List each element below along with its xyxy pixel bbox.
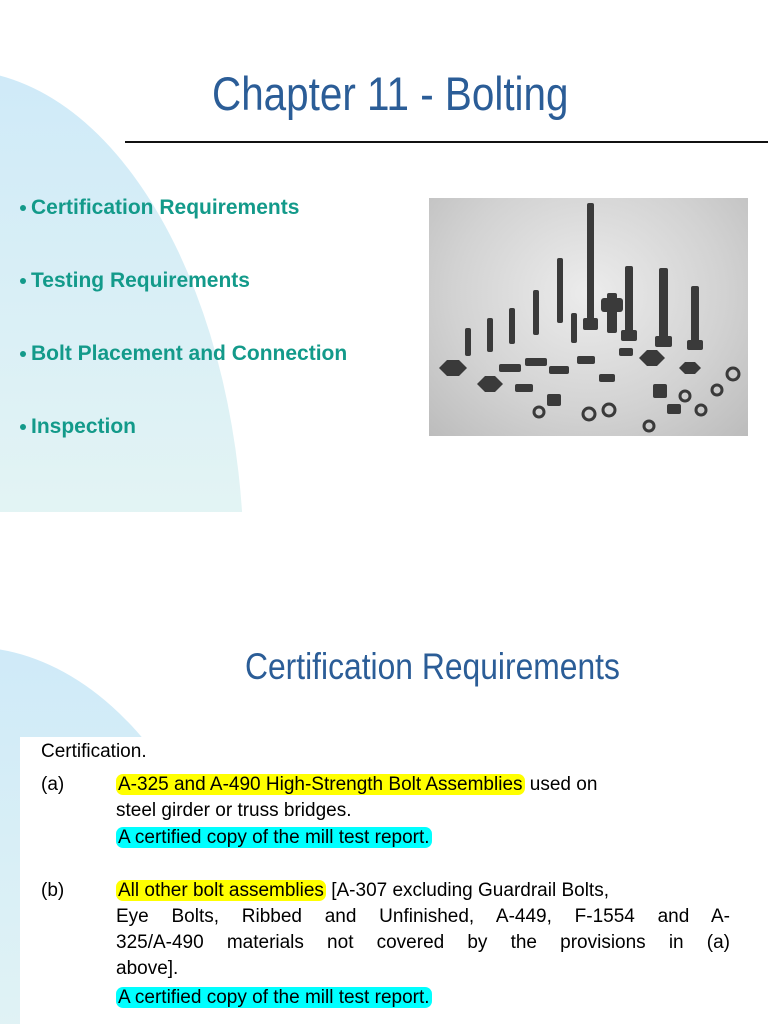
bullet-dot-icon — [20, 278, 26, 284]
item-b-rest: [A-307 excluding Guardrail Bolts, — [331, 880, 609, 901]
bullet-dot-icon — [20, 205, 26, 211]
bolts-illustration-icon — [429, 198, 748, 436]
item-a-line-2: steel girder or truss bridges. — [116, 800, 352, 821]
item-b-highlight: All other bolt assemblies — [118, 880, 324, 901]
item-a-label: (a) — [41, 774, 65, 795]
item-b-cert: A certified copy of the mill test report. — [118, 987, 430, 1008]
item-b-line-3: 325/A-490 materials not covered by the provisions in (a) — [116, 932, 730, 953]
bullet-item: Bolt Placement and Connection — [20, 342, 347, 415]
item-a-cert: A certified copy of the mill test report. — [118, 827, 430, 848]
item-a-highlight: A-325 and A-490 High-Strength Bolt Assemblies — [118, 774, 523, 795]
item-b-line-2: Eye Bolts, Ribbed and Unfinished, A-449, F-1554 and A- — [116, 906, 730, 927]
item-a-line-1 — [116, 772, 597, 798]
bullet-item: Testing Requirements — [20, 269, 347, 342]
bullet-list — [20, 196, 347, 488]
title-rule — [125, 141, 768, 143]
bullet-item: Inspection — [20, 415, 347, 488]
item-a-rest: used on — [529, 774, 598, 795]
doc-heading: Certification. — [41, 741, 147, 762]
item-b-line-1 — [116, 878, 730, 904]
bullet-item: Certification Requirements — [20, 196, 347, 269]
slide-2-title: Certification Requirements — [245, 646, 620, 687]
slide-1-title: Chapter 11 - Bolting — [212, 67, 569, 120]
bullet-dot-icon — [20, 424, 26, 430]
bullet-dot-icon — [20, 351, 26, 357]
document-excerpt — [20, 737, 768, 1024]
bolts-photo — [429, 198, 748, 436]
item-b-label: (b) — [41, 880, 65, 901]
item-b-line-4: above]. — [116, 958, 179, 979]
